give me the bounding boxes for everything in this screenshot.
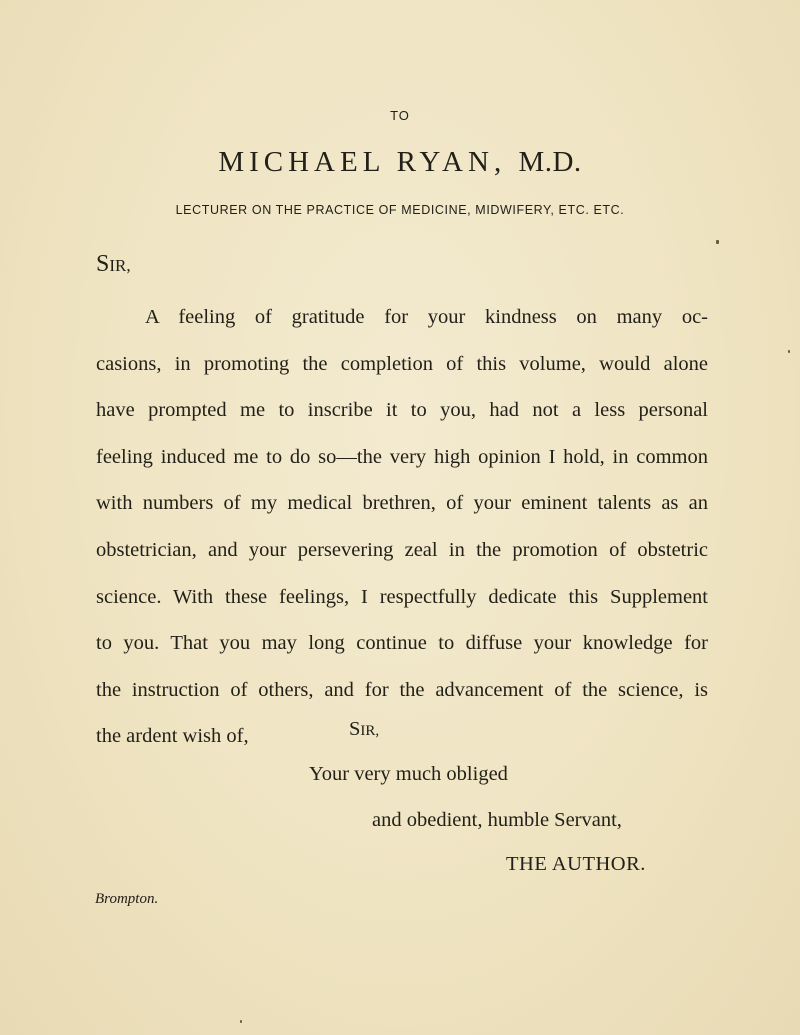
salutation-initial: S: [96, 251, 110, 277]
body-line: the ardent wish of,: [96, 725, 249, 748]
dedicatee-name-main: MICHAEL RYAN,: [218, 146, 507, 178]
closing-salutation-initial: S: [349, 718, 361, 740]
body-line: to you. That you may long continue to diffuse your knowledge for: [96, 632, 708, 655]
closing-salutation-rest: IR,: [360, 723, 380, 739]
salutation-rest: IR,: [109, 256, 131, 275]
closing-line-2: and obedient, humble Servant,: [372, 809, 622, 831]
body-line: feeling induced me to do so—the very high opinion I hold, in common: [96, 445, 708, 468]
dedicatee-name: [0, 146, 800, 179]
body-line: the instruction of others, and for the advancement of the science, is: [96, 678, 708, 701]
dedicatee-title: LECTURER ON THE PRACTICE OF MEDICINE, MIDWIFERY, ETC. ETC.: [175, 203, 625, 217]
body-line: science. With these feelings, I respectfully dedicate this Supplement: [96, 585, 708, 608]
closing-salutation: [349, 718, 379, 741]
body-line: casions, in promoting the completion of this volume, would alone: [96, 352, 708, 375]
body-line: with numbers of my medical brethren, of your eminent talents as an: [96, 492, 708, 515]
paper-speck: [716, 240, 719, 244]
body-line: have prompted me to inscribe it to you, had not a less personal: [96, 399, 708, 422]
dedication-to: TO: [390, 108, 410, 123]
body-line: A feeling of gratitude for your kindness on many oc-: [145, 306, 708, 328]
dedication-body: [96, 294, 708, 760]
paper-speck: [788, 350, 790, 353]
closing-line-1: Your very much obliged: [309, 763, 508, 785]
place-name: Brompton.: [95, 891, 159, 907]
paper-speck: [240, 1020, 242, 1023]
dedicatee-degree: M.D.: [518, 146, 582, 178]
salutation: [96, 251, 131, 278]
signature: THE AUTHOR.: [506, 853, 646, 875]
body-line: obstetrician, and your persevering zeal in the promotion of obstetric: [96, 538, 708, 561]
